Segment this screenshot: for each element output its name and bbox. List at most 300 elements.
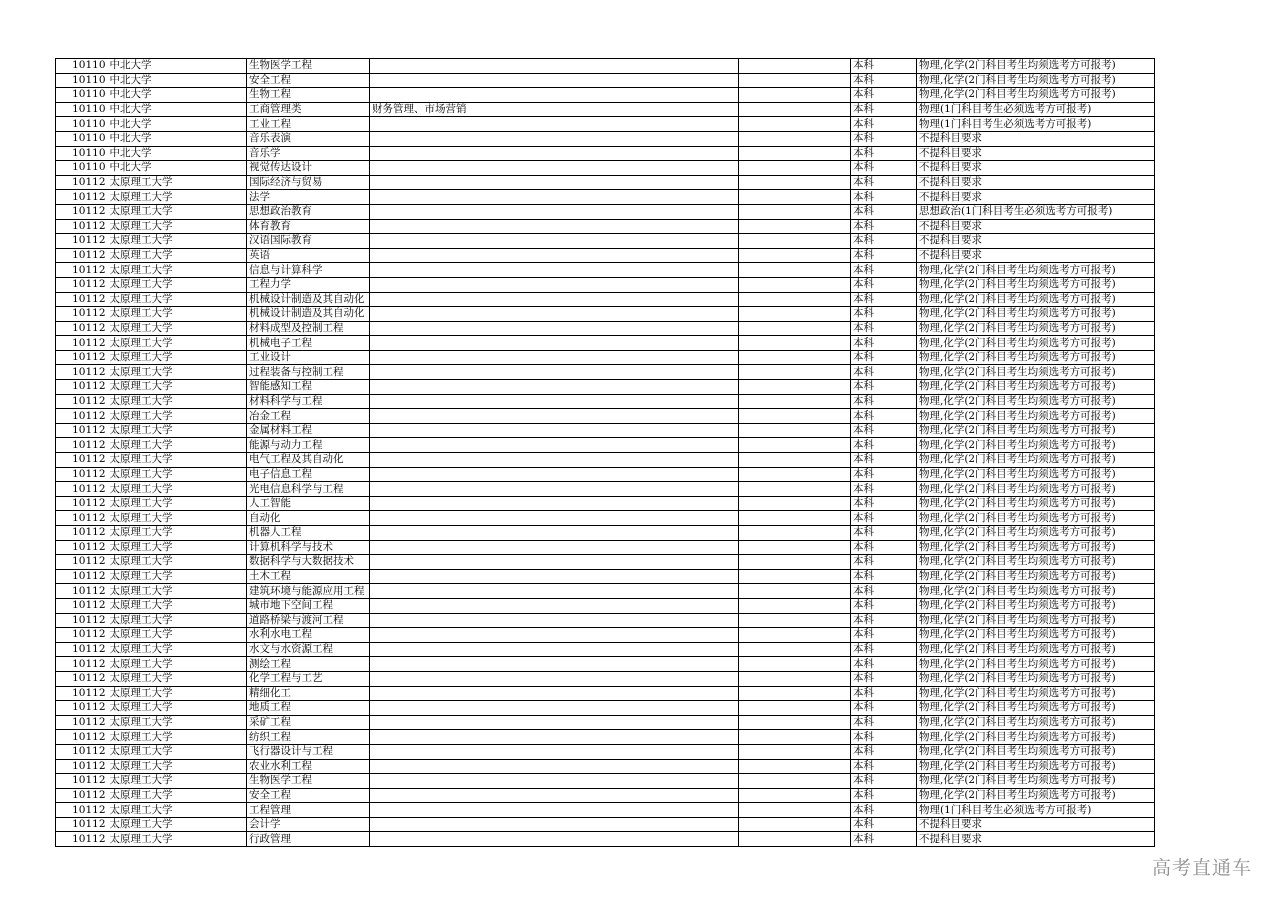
subject-requirement-cell: 物理,化学(2门科目考生均须选考方可报考) [917, 511, 1155, 526]
level-cell: 本科 [851, 482, 917, 497]
subject-requirement-cell: 物理,化学(2门科目考生均须选考方可报考) [917, 686, 1155, 701]
blank-cell [739, 715, 851, 730]
major-name-cell: 机械电子工程 [247, 336, 370, 351]
level-cell: 本科 [851, 744, 917, 759]
major-name-cell: 人工智能 [247, 496, 370, 511]
blank-cell [739, 146, 851, 161]
table-row [56, 467, 1155, 482]
school-name-cell: 太原理工大学 [108, 380, 247, 395]
level-cell: 本科 [851, 803, 917, 818]
major-note-cell [370, 598, 739, 613]
subject-requirement-cell: 物理,化学(2门科目考生均须选考方可报考) [917, 350, 1155, 365]
major-name-cell: 汉语国际教育 [247, 234, 370, 249]
school-code-cell: 10112 [56, 817, 108, 832]
school-name-cell: 太原理工大学 [108, 788, 247, 803]
blank-cell [739, 671, 851, 686]
major-name-cell: 城市地下空间工程 [247, 598, 370, 613]
school-name-cell: 太原理工大学 [108, 190, 247, 205]
blank-cell [739, 204, 851, 219]
table-row [56, 657, 1155, 672]
subject-requirement-cell: 物理,化学(2门科目考生均须选考方可报考) [917, 730, 1155, 745]
major-note-cell [370, 59, 739, 74]
level-cell: 本科 [851, 161, 917, 176]
level-cell: 本科 [851, 365, 917, 380]
major-note-cell [370, 248, 739, 263]
blank-cell [739, 701, 851, 716]
blank-cell [739, 102, 851, 117]
major-name-cell: 视觉传达设计 [247, 161, 370, 176]
table-row [56, 175, 1155, 190]
table-row [56, 701, 1155, 716]
school-name-cell: 太原理工大学 [108, 263, 247, 278]
subject-requirement-cell: 物理,化学(2门科目考生均须选考方可报考) [917, 321, 1155, 336]
major-name-cell: 国际经济与贸易 [247, 175, 370, 190]
blank-cell [739, 511, 851, 526]
table-row [56, 715, 1155, 730]
table-body [56, 59, 1155, 847]
major-name-cell: 化学工程与工艺 [247, 671, 370, 686]
school-code-cell: 10112 [56, 686, 108, 701]
subject-requirement-cell: 物理(1门科目考生必须选考方可报考) [917, 102, 1155, 117]
school-name-cell: 太原理工大学 [108, 350, 247, 365]
table-row [56, 365, 1155, 380]
major-name-cell: 英语 [247, 248, 370, 263]
school-code-cell: 10110 [56, 131, 108, 146]
major-note-cell [370, 292, 739, 307]
blank-cell [739, 73, 851, 88]
blank-cell [739, 774, 851, 789]
blank-cell [739, 817, 851, 832]
blank-cell [739, 438, 851, 453]
major-name-cell: 自动化 [247, 511, 370, 526]
major-note-cell: 财务管理、市场营销 [370, 102, 739, 117]
blank-cell [739, 788, 851, 803]
level-cell: 本科 [851, 453, 917, 468]
subject-requirement-cell: 物理,化学(2门科目考生均须选考方可报考) [917, 88, 1155, 103]
subject-requirement-cell: 物理,化学(2门科目考生均须选考方可报考) [917, 555, 1155, 570]
school-name-cell: 太原理工大学 [108, 657, 247, 672]
major-note-cell [370, 686, 739, 701]
school-name-cell: 太原理工大学 [108, 234, 247, 249]
table-row [56, 321, 1155, 336]
subject-requirement-cell: 不提科目要求 [917, 248, 1155, 263]
school-code-cell: 10110 [56, 59, 108, 74]
table-row [56, 423, 1155, 438]
major-note-cell [370, 73, 739, 88]
level-cell: 本科 [851, 686, 917, 701]
level-cell: 本科 [851, 277, 917, 292]
level-cell: 本科 [851, 88, 917, 103]
major-note-cell [370, 175, 739, 190]
school-code-cell: 10112 [56, 657, 108, 672]
level-cell: 本科 [851, 788, 917, 803]
school-name-cell: 太原理工大学 [108, 744, 247, 759]
blank-cell [739, 234, 851, 249]
major-note-cell [370, 671, 739, 686]
subject-requirement-cell: 物理,化学(2门科目考生均须选考方可报考) [917, 380, 1155, 395]
major-note-cell [370, 161, 739, 176]
school-name-cell: 中北大学 [108, 161, 247, 176]
table-row [56, 380, 1155, 395]
table-row [56, 190, 1155, 205]
blank-cell [739, 598, 851, 613]
subject-requirement-cell: 物理,化学(2门科目考生均须选考方可报考) [917, 774, 1155, 789]
table-row [56, 496, 1155, 511]
major-name-cell: 材料科学与工程 [247, 394, 370, 409]
level-cell: 本科 [851, 730, 917, 745]
major-note-cell [370, 803, 739, 818]
major-name-cell: 飞行器设计与工程 [247, 744, 370, 759]
major-name-cell: 建筑环境与能源应用工程 [247, 584, 370, 599]
school-code-cell: 10110 [56, 73, 108, 88]
level-cell: 本科 [851, 511, 917, 526]
major-name-cell: 安全工程 [247, 73, 370, 88]
table-row [56, 204, 1155, 219]
subject-requirement-cell: 物理,化学(2门科目考生均须选考方可报考) [917, 263, 1155, 278]
subject-requirement-cell: 物理,化学(2门科目考生均须选考方可报考) [917, 423, 1155, 438]
major-name-cell: 数据科学与大数据技术 [247, 555, 370, 570]
subject-requirement-cell: 物理,化学(2门科目考生均须选考方可报考) [917, 73, 1155, 88]
table-row [56, 628, 1155, 643]
major-name-cell: 金属材料工程 [247, 423, 370, 438]
school-code-cell: 10112 [56, 248, 108, 263]
table-row [56, 219, 1155, 234]
major-name-cell: 地质工程 [247, 701, 370, 716]
major-name-cell: 光电信息科学与工程 [247, 482, 370, 497]
major-note-cell [370, 584, 739, 599]
subject-requirement-cell: 物理,化学(2门科目考生均须选考方可报考) [917, 482, 1155, 497]
blank-cell [739, 307, 851, 322]
blank-cell [739, 350, 851, 365]
blank-cell [739, 496, 851, 511]
school-name-cell: 中北大学 [108, 73, 247, 88]
school-name-cell: 太原理工大学 [108, 803, 247, 818]
major-note-cell [370, 511, 739, 526]
school-name-cell: 太原理工大学 [108, 526, 247, 541]
school-name-cell: 太原理工大学 [108, 409, 247, 424]
major-name-cell: 精细化工 [247, 686, 370, 701]
major-name-cell: 信息与计算科学 [247, 263, 370, 278]
table-row [56, 394, 1155, 409]
major-note-cell [370, 715, 739, 730]
level-cell: 本科 [851, 263, 917, 278]
blank-cell [739, 642, 851, 657]
school-code-cell: 10112 [56, 511, 108, 526]
school-code-cell: 10112 [56, 190, 108, 205]
subject-requirement-cell: 物理,化学(2门科目考生均须选考方可报考) [917, 642, 1155, 657]
level-cell: 本科 [851, 73, 917, 88]
subject-requirement-cell: 物理,化学(2门科目考生均须选考方可报考) [917, 496, 1155, 511]
level-cell: 本科 [851, 715, 917, 730]
major-name-cell: 电子信息工程 [247, 467, 370, 482]
major-name-cell: 冶金工程 [247, 409, 370, 424]
subject-requirement-cell: 物理,化学(2门科目考生均须选考方可报考) [917, 409, 1155, 424]
school-name-cell: 太原理工大学 [108, 365, 247, 380]
major-note-cell [370, 744, 739, 759]
blank-cell [739, 292, 851, 307]
level-cell: 本科 [851, 394, 917, 409]
level-cell: 本科 [851, 657, 917, 672]
school-code-cell: 10112 [56, 438, 108, 453]
school-code-cell: 10112 [56, 832, 108, 847]
level-cell: 本科 [851, 248, 917, 263]
blank-cell [739, 584, 851, 599]
school-name-cell: 太原理工大学 [108, 423, 247, 438]
school-code-cell: 10112 [56, 453, 108, 468]
major-note-cell [370, 131, 739, 146]
major-note-cell [370, 832, 739, 847]
blank-cell [739, 321, 851, 336]
table-row [56, 438, 1155, 453]
school-name-cell: 太原理工大学 [108, 467, 247, 482]
level-cell: 本科 [851, 569, 917, 584]
subject-requirement-cell: 物理,化学(2门科目考生均须选考方可报考) [917, 59, 1155, 74]
major-name-cell: 能源与动力工程 [247, 438, 370, 453]
school-code-cell: 10112 [56, 774, 108, 789]
table-row [56, 409, 1155, 424]
major-note-cell [370, 263, 739, 278]
major-note-cell [370, 730, 739, 745]
subject-requirement-cell: 不提科目要求 [917, 190, 1155, 205]
table-row [56, 730, 1155, 745]
table-row [56, 555, 1155, 570]
major-name-cell: 纺织工程 [247, 730, 370, 745]
subject-requirement-cell: 不提科目要求 [917, 175, 1155, 190]
school-name-cell: 太原理工大学 [108, 613, 247, 628]
level-cell: 本科 [851, 671, 917, 686]
blank-cell [739, 686, 851, 701]
school-code-cell: 10112 [56, 234, 108, 249]
table-row [56, 832, 1155, 847]
blank-cell [739, 161, 851, 176]
level-cell: 本科 [851, 292, 917, 307]
subject-requirement-cell: 物理,化学(2门科目考生均须选考方可报考) [917, 613, 1155, 628]
subject-requirement-cell: 物理,化学(2门科目考生均须选考方可报考) [917, 365, 1155, 380]
school-code-cell: 10110 [56, 161, 108, 176]
level-cell: 本科 [851, 774, 917, 789]
subject-requirement-cell: 物理,化学(2门科目考生均须选考方可报考) [917, 715, 1155, 730]
blank-cell [739, 175, 851, 190]
table-row [56, 336, 1155, 351]
subject-requirement-cell: 不提科目要求 [917, 832, 1155, 847]
major-name-cell: 音乐学 [247, 146, 370, 161]
level-cell: 本科 [851, 234, 917, 249]
table-row [56, 540, 1155, 555]
school-name-cell: 中北大学 [108, 88, 247, 103]
blank-cell [739, 613, 851, 628]
blank-cell [739, 628, 851, 643]
subject-requirement-cell: 物理,化学(2门科目考生均须选考方可报考) [917, 657, 1155, 672]
blank-cell [739, 380, 851, 395]
major-note-cell [370, 759, 739, 774]
table-row [56, 613, 1155, 628]
major-name-cell: 道路桥梁与渡河工程 [247, 613, 370, 628]
blank-cell [739, 803, 851, 818]
major-name-cell: 生物工程 [247, 88, 370, 103]
school-code-cell: 10110 [56, 146, 108, 161]
major-note-cell [370, 409, 739, 424]
school-code-cell: 10112 [56, 204, 108, 219]
school-name-cell: 太原理工大学 [108, 511, 247, 526]
major-name-cell: 工程管理 [247, 803, 370, 818]
major-note-cell [370, 234, 739, 249]
major-name-cell: 思想政治教育 [247, 204, 370, 219]
level-cell: 本科 [851, 350, 917, 365]
school-name-cell: 太原理工大学 [108, 686, 247, 701]
school-code-cell: 10112 [56, 292, 108, 307]
table-row [56, 146, 1155, 161]
major-name-cell: 行政管理 [247, 832, 370, 847]
level-cell: 本科 [851, 467, 917, 482]
school-name-cell: 太原理工大学 [108, 598, 247, 613]
level-cell: 本科 [851, 555, 917, 570]
table-row [56, 526, 1155, 541]
school-code-cell: 10112 [56, 409, 108, 424]
school-name-cell: 中北大学 [108, 102, 247, 117]
major-name-cell: 土木工程 [247, 569, 370, 584]
major-note-cell [370, 277, 739, 292]
major-note-cell [370, 569, 739, 584]
major-name-cell: 计算机科学与技术 [247, 540, 370, 555]
school-code-cell: 10112 [56, 788, 108, 803]
level-cell: 本科 [851, 438, 917, 453]
school-code-cell: 10110 [56, 117, 108, 132]
table-row [56, 774, 1155, 789]
major-note-cell [370, 219, 739, 234]
subject-requirement-cell: 物理,化学(2门科目考生均须选考方可报考) [917, 526, 1155, 541]
major-name-cell: 生物医学工程 [247, 59, 370, 74]
table-row [56, 686, 1155, 701]
table-row [56, 131, 1155, 146]
major-name-cell: 机械设计制造及其自动化 [247, 307, 370, 322]
level-cell: 本科 [851, 598, 917, 613]
major-note-cell [370, 642, 739, 657]
school-code-cell: 10112 [56, 803, 108, 818]
level-cell: 本科 [851, 759, 917, 774]
school-name-cell: 太原理工大学 [108, 219, 247, 234]
blank-cell [739, 467, 851, 482]
school-code-cell: 10112 [56, 482, 108, 497]
school-code-cell: 10112 [56, 569, 108, 584]
major-note-cell [370, 423, 739, 438]
subject-requirement-cell: 物理,化学(2门科目考生均须选考方可报考) [917, 628, 1155, 643]
blank-cell [739, 832, 851, 847]
watermark: 高考直通车 [1151, 857, 1252, 879]
school-name-cell: 太原理工大学 [108, 701, 247, 716]
major-note-cell [370, 146, 739, 161]
school-code-cell: 10112 [56, 701, 108, 716]
major-note-cell [370, 204, 739, 219]
blank-cell [739, 117, 851, 132]
school-code-cell: 10112 [56, 759, 108, 774]
major-name-cell: 机械设计制造及其自动化 [247, 292, 370, 307]
blank-cell [739, 759, 851, 774]
school-code-cell: 10112 [56, 628, 108, 643]
subject-requirement-cell: 物理,化学(2门科目考生均须选考方可报考) [917, 788, 1155, 803]
school-name-cell: 太原理工大学 [108, 496, 247, 511]
blank-cell [739, 409, 851, 424]
level-cell: 本科 [851, 59, 917, 74]
school-code-cell: 10112 [56, 540, 108, 555]
subject-requirement-cell: 物理(1门科目考生必须选考方可报考) [917, 117, 1155, 132]
subject-requirement-cell: 物理,化学(2门科目考生均须选考方可报考) [917, 701, 1155, 716]
level-cell: 本科 [851, 613, 917, 628]
major-note-cell [370, 467, 739, 482]
table-row [56, 759, 1155, 774]
school-name-cell: 太原理工大学 [108, 715, 247, 730]
school-name-cell: 中北大学 [108, 146, 247, 161]
school-name-cell: 太原理工大学 [108, 277, 247, 292]
school-code-cell: 10112 [56, 642, 108, 657]
major-name-cell: 材料成型及控制工程 [247, 321, 370, 336]
table-row [56, 803, 1155, 818]
blank-cell [739, 423, 851, 438]
school-code-cell: 10112 [56, 467, 108, 482]
school-code-cell: 10112 [56, 307, 108, 322]
school-code-cell: 10112 [56, 380, 108, 395]
subject-requirement-cell: 物理,化学(2门科目考生均须选考方可报考) [917, 453, 1155, 468]
table-row [56, 292, 1155, 307]
school-name-cell: 太原理工大学 [108, 307, 247, 322]
table-row [56, 350, 1155, 365]
level-cell: 本科 [851, 321, 917, 336]
major-note-cell [370, 657, 739, 672]
school-name-cell: 太原理工大学 [108, 292, 247, 307]
level-cell: 本科 [851, 146, 917, 161]
school-name-cell: 太原理工大学 [108, 774, 247, 789]
table-row [56, 307, 1155, 322]
table-row [56, 453, 1155, 468]
major-name-cell: 工程力学 [247, 277, 370, 292]
school-code-cell: 10112 [56, 350, 108, 365]
table-row [56, 248, 1155, 263]
major-note-cell [370, 496, 739, 511]
subject-requirement-cell: 物理,化学(2门科目考生均须选考方可报考) [917, 394, 1155, 409]
school-name-cell: 中北大学 [108, 59, 247, 74]
major-name-cell: 工商管理类 [247, 102, 370, 117]
school-code-cell: 10112 [56, 277, 108, 292]
table-row [56, 73, 1155, 88]
major-note-cell [370, 394, 739, 409]
level-cell: 本科 [851, 219, 917, 234]
major-name-cell: 体育教育 [247, 219, 370, 234]
major-name-cell: 农业水利工程 [247, 759, 370, 774]
school-name-cell: 太原理工大学 [108, 671, 247, 686]
blank-cell [739, 263, 851, 278]
subject-requirement-cell: 物理(1门科目考生必须选考方可报考) [917, 803, 1155, 818]
major-note-cell [370, 613, 739, 628]
school-name-cell: 太原理工大学 [108, 642, 247, 657]
level-cell: 本科 [851, 526, 917, 541]
major-name-cell: 采矿工程 [247, 715, 370, 730]
table-row [56, 584, 1155, 599]
school-name-cell: 太原理工大学 [108, 321, 247, 336]
subject-requirement-cell: 物理,化学(2门科目考生均须选考方可报考) [917, 467, 1155, 482]
blank-cell [739, 219, 851, 234]
subject-requirement-cell: 不提科目要求 [917, 234, 1155, 249]
blank-cell [739, 730, 851, 745]
school-name-cell: 太原理工大学 [108, 540, 247, 555]
school-code-cell: 10112 [56, 496, 108, 511]
table-row [56, 277, 1155, 292]
level-cell: 本科 [851, 540, 917, 555]
major-note-cell [370, 117, 739, 132]
school-name-cell: 太原理工大学 [108, 336, 247, 351]
blank-cell [739, 453, 851, 468]
major-note-cell [370, 438, 739, 453]
school-code-cell: 10112 [56, 715, 108, 730]
school-name-cell: 太原理工大学 [108, 730, 247, 745]
